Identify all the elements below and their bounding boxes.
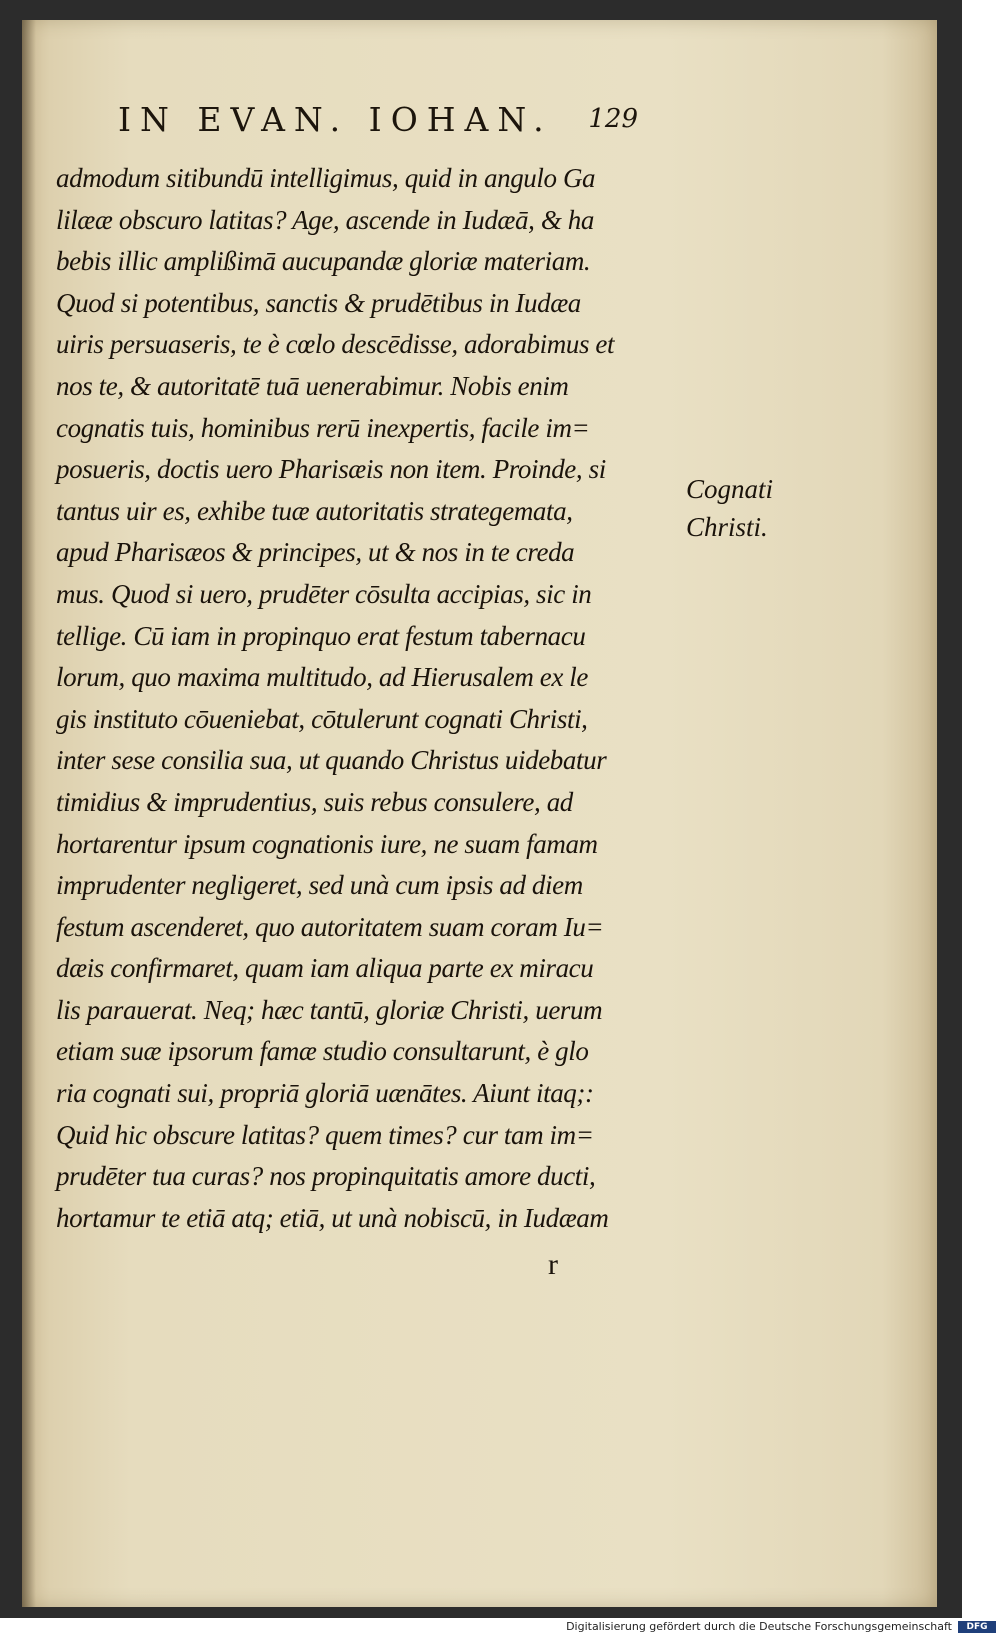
text-line: admodum sitibundū intelligimus, quid in angulo Ga [56,163,596,193]
text-line: bebis illic amplißimā aucupandæ gloriæ materiam. [56,246,591,277]
text-line: imprudenter negligeret, sed unà cum ipsis ad diem [56,870,583,901]
digitization-credit: Digitalisierung gefördert durch die Deutsche Forschungsgemeinschaft [566,1620,952,1633]
page-number: 129 [588,104,638,134]
text-line: dæis confirmaret, quam iam aliqua parte ex miracu [56,953,594,984]
text-line: cognatis tuis, hominibus rerū inexpertis, facile im= [56,412,590,443]
text-line: mus. Quod si uero, prudēter cōsulta accipias, sic in [56,578,592,609]
text-line: lilææ obscuro latitas? Age, ascende in Iudæā, & ha [56,204,594,235]
text-line: inter sese consilia sua, ut quando Christus uidebatur [56,745,607,776]
dfg-logo: DFG [958,1621,996,1633]
running-head-title: IN EVAN. IOHAN. [118,100,553,139]
text-line: festum ascenderet, quo autoritatem suam coram Iu= [56,911,604,942]
marginal-note-line: Cognati [686,474,774,504]
text-line: nos te, & autoritatē tuā uenerabimur. Nobis enim [56,370,569,401]
text-line: ria cognati sui, propriā gloriā uænātes. Aiunt itaq;: [56,1078,594,1109]
text-line: hortarentur ipsum cognationis iure, ne suam famam [56,828,598,859]
text-line: uiris persuaseris, te è cœlo descēdisse, adorabimus et [56,329,615,360]
text-line: tellige. Cū iam in propinquo erat festum tabernacu [56,620,586,651]
text-line: apud Pharisæos & principes, ut & nos in te creda [56,537,575,568]
text-line: hortamur te etiā atq; etiā, ut unà nobiscū, in Iudæam [56,1202,609,1233]
text-line: lorum, quo maxima multitudo, ad Hierusalem ex le [56,662,588,693]
marginal-note [686,470,816,546]
text-line: lis parauerat. Neq; hæc tantū, gloriæ Christi, uerum [56,994,603,1025]
text-line: Quid hic obscure latitas? quem times? cur tam im= [56,1119,594,1150]
text-line: gis instituto cōueniebat, cōtulerunt cognati Christi, [56,703,588,734]
signature-mark: r [548,1248,558,1281]
running-head [118,100,638,150]
marginal-note-line: Christi. [686,512,768,542]
page-gutter-shadow [22,20,36,1607]
text-line: prudēter tua curas? nos propinquitatis amore ducti, [56,1161,596,1192]
text-line: etiam suæ ipsorum famæ studio consultarunt, è glo [56,1036,589,1067]
text-line: posueris, doctis uero Pharisæis non item. Proinde, si [56,454,606,485]
text-line: timidius & imprudentius, suis rebus consulere, ad [56,786,573,817]
text-line: Quod si potentibus, sanctis & prudētibus in Iudæa [56,287,581,318]
text-line: tantus uir es, exhibe tuæ autoritatis strategemata, [56,495,573,526]
body-text [56,158,676,1239]
